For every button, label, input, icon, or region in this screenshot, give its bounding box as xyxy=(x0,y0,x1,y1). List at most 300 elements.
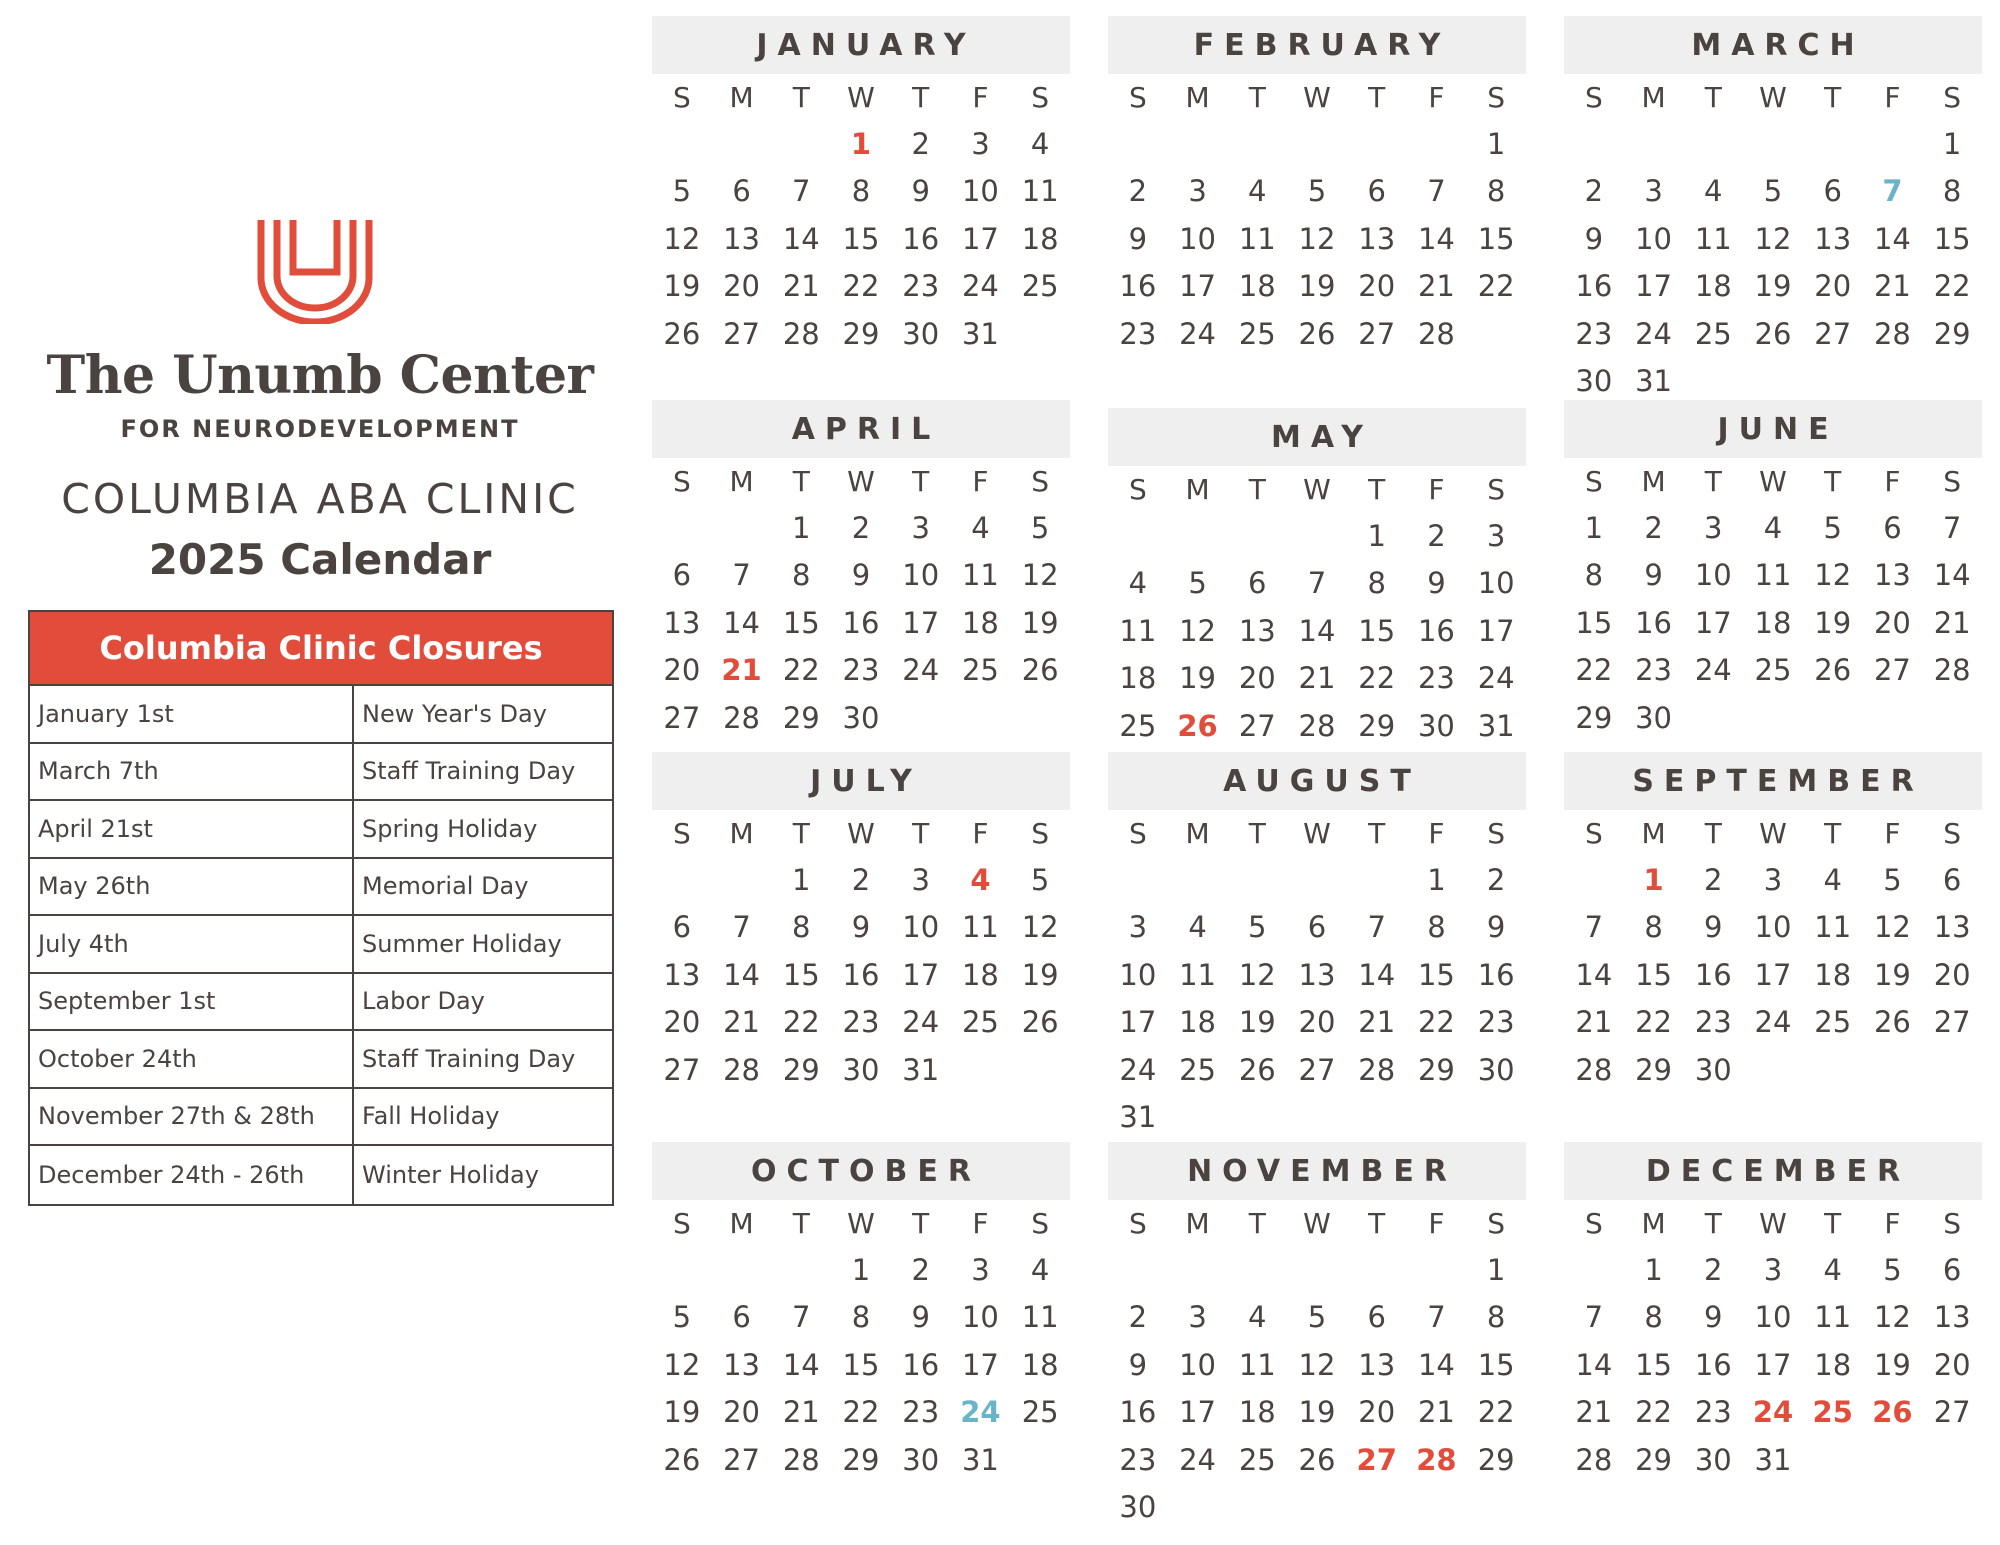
weekday-label: S xyxy=(1943,816,1962,850)
day-cell: 5 xyxy=(1307,1300,1327,1335)
day-cell: 18 xyxy=(961,605,999,640)
closure-name: New Year's Day xyxy=(362,699,547,728)
day-cell: 4 xyxy=(970,862,991,897)
day-cell: 5 xyxy=(1883,1252,1902,1287)
weekday-label: S xyxy=(1031,80,1050,114)
day-cell: 7 xyxy=(1882,174,1903,209)
day-cell: 22 xyxy=(782,653,820,688)
day-cell: 31 xyxy=(1477,708,1515,743)
day-cell: 8 xyxy=(1942,174,1962,209)
day-cell: 10 xyxy=(961,1300,999,1335)
day-cell: 15 xyxy=(1358,613,1396,648)
day-cell: 14 xyxy=(1575,957,1613,992)
day-cell: 17 xyxy=(902,605,940,640)
day-cell: 26 xyxy=(1238,1052,1276,1087)
day-cell: 27 xyxy=(1814,316,1852,351)
day-cell: 11 xyxy=(1179,957,1217,992)
empty-day xyxy=(652,504,712,552)
day-cell: 10 xyxy=(1179,221,1217,256)
day-cell: 3 xyxy=(1188,174,1207,209)
weekday-label: T xyxy=(792,816,810,850)
closure-name: Spring Holiday xyxy=(362,814,538,843)
day-cell: 26 xyxy=(1298,1442,1336,1477)
day-cell: 26 xyxy=(1021,653,1059,688)
day-cell: 19 xyxy=(663,269,701,304)
day-cell: 9 xyxy=(1704,910,1723,945)
day-cell: 9 xyxy=(1486,910,1506,945)
day-cell: 20 xyxy=(1298,1005,1336,1040)
empty-day xyxy=(1227,1246,1287,1294)
weekday-label: T xyxy=(1248,1206,1266,1240)
weekday-label: M xyxy=(1641,816,1666,850)
day-cell: 22 xyxy=(1575,653,1613,688)
day-cell: 1 xyxy=(1427,862,1446,897)
day-cell: 24 xyxy=(1179,1442,1217,1477)
day-cell: 25 xyxy=(1119,708,1157,743)
empty-day xyxy=(1624,120,1684,168)
weekday-label: W xyxy=(847,1206,875,1240)
day-cell: 22 xyxy=(1417,1005,1455,1040)
day-cell: 17 xyxy=(1119,1005,1157,1040)
day-cell: 11 xyxy=(961,558,999,593)
month-june xyxy=(1564,400,1982,742)
day-cell: 28 xyxy=(1575,1052,1613,1087)
day-cell: 1 xyxy=(792,510,811,545)
day-cell: 5 xyxy=(1030,510,1050,545)
empty-day xyxy=(1287,120,1347,168)
day-cell: 7 xyxy=(1427,1300,1446,1335)
day-cell: 13 xyxy=(1933,1300,1971,1335)
day-cell: 19 xyxy=(1754,269,1792,304)
month-name: AUGUST xyxy=(1108,752,1526,810)
day-cell: 14 xyxy=(1575,1347,1613,1382)
day-cell: 12 xyxy=(663,221,701,256)
empty-day xyxy=(712,856,772,904)
day-cell: 12 xyxy=(1298,1347,1336,1382)
day-cell: 11 xyxy=(1238,221,1276,256)
month-name: MARCH xyxy=(1564,16,1982,74)
day-cell: 16 xyxy=(842,957,880,992)
day-cell: 9 xyxy=(1584,221,1604,256)
day-cell: 14 xyxy=(1417,221,1455,256)
day-cell: 22 xyxy=(1358,661,1396,696)
day-cell: 8 xyxy=(792,558,811,593)
day-cell: 25 xyxy=(1238,316,1276,351)
day-cell: 6 xyxy=(1248,566,1267,601)
day-cell: 28 xyxy=(1575,1442,1613,1477)
day-cell: 21 xyxy=(1575,1395,1613,1430)
day-cell: 26 xyxy=(1754,316,1792,351)
day-cell: 10 xyxy=(902,910,940,945)
weekday-label: F xyxy=(1428,80,1445,114)
day-cell: 15 xyxy=(842,221,880,256)
day-cell: 6 xyxy=(732,174,751,209)
closure-row xyxy=(30,801,612,859)
day-cell: 31 xyxy=(1635,364,1673,399)
day-cell: 19 xyxy=(1298,1395,1336,1430)
empty-day xyxy=(1287,1246,1347,1294)
closure-date: April 21st xyxy=(30,801,354,857)
empty-day xyxy=(1743,120,1803,168)
day-cell: 27 xyxy=(1356,1442,1397,1477)
weekday-label: T xyxy=(912,464,930,498)
weekday-label: F xyxy=(1884,816,1901,850)
day-cell: 6 xyxy=(1823,174,1842,209)
closure-date: July 4th xyxy=(30,916,354,972)
day-cell: 18 xyxy=(961,957,999,992)
weekday-label: S xyxy=(1128,816,1147,850)
weekday-label: S xyxy=(1487,472,1506,506)
weekday-label: T xyxy=(1704,816,1722,850)
day-cell: 14 xyxy=(782,221,820,256)
day-cell: 7 xyxy=(792,1300,811,1335)
day-cell: 5 xyxy=(1307,174,1327,209)
day-cell: 14 xyxy=(1873,221,1911,256)
day-cell: 30 xyxy=(902,316,940,351)
day-cell: 27 xyxy=(1298,1052,1336,1087)
weekday-label: F xyxy=(972,816,989,850)
day-cell: 15 xyxy=(1933,221,1971,256)
day-cell: 2 xyxy=(851,862,871,897)
day-cell: 12 xyxy=(1873,1300,1911,1335)
day-cell: 1 xyxy=(851,1252,871,1287)
day-cell: 16 xyxy=(1417,613,1455,648)
day-cell: 26 xyxy=(1021,1005,1059,1040)
unumb-u-logo-icon xyxy=(255,220,375,324)
closure-row xyxy=(30,1031,612,1089)
day-cell: 3 xyxy=(1486,518,1506,553)
month-november xyxy=(1108,1142,1526,1531)
closure-name: Labor Day xyxy=(362,987,485,1016)
day-cell: 27 xyxy=(1238,708,1276,743)
day-cell: 13 xyxy=(1358,221,1396,256)
empty-day xyxy=(652,856,712,904)
day-cell: 23 xyxy=(1119,316,1157,351)
empty-day xyxy=(1407,1246,1467,1294)
day-cell: 28 xyxy=(1873,316,1911,351)
empty-day xyxy=(771,1246,831,1294)
weekday-label: T xyxy=(1248,80,1266,114)
day-cell: 21 xyxy=(1417,1395,1455,1430)
day-cell: 18 xyxy=(1021,1347,1059,1382)
day-cell: 17 xyxy=(1477,613,1515,648)
day-cell: 14 xyxy=(723,957,761,992)
weekday-label: T xyxy=(912,816,930,850)
day-cell: 6 xyxy=(732,1300,751,1335)
day-cell: 15 xyxy=(1635,957,1673,992)
day-cell: 1 xyxy=(850,126,872,161)
day-cell: 25 xyxy=(1021,1395,1059,1430)
closures-table xyxy=(28,610,614,1206)
day-cell: 5 xyxy=(1248,910,1267,945)
day-cell: 24 xyxy=(1694,653,1732,688)
weekday-label: M xyxy=(1641,80,1666,114)
day-cell: 16 xyxy=(842,605,880,640)
month-name: JULY xyxy=(652,752,1070,810)
month-october xyxy=(652,1142,1070,1484)
day-cell: 9 xyxy=(911,1300,930,1335)
closure-row xyxy=(30,859,612,917)
day-cell: 25 xyxy=(1238,1442,1276,1477)
day-cell: 4 xyxy=(1823,1252,1842,1287)
day-cell: 3 xyxy=(1704,510,1723,545)
day-cell: 23 xyxy=(1694,1395,1732,1430)
month-name: JUNE xyxy=(1564,400,1982,458)
day-cell: 22 xyxy=(782,1005,820,1040)
weekday-label: F xyxy=(972,464,989,498)
weekday-label: T xyxy=(1824,816,1842,850)
day-cell: 25 xyxy=(1812,1395,1853,1430)
day-cell: 1 xyxy=(1584,510,1604,545)
month-name: APRIL xyxy=(652,400,1070,458)
day-cell: 23 xyxy=(1477,1005,1515,1040)
day-cell: 21 xyxy=(1575,1005,1613,1040)
weekday-label: S xyxy=(1584,464,1603,498)
weekday-label: T xyxy=(1368,80,1386,114)
day-cell: 30 xyxy=(1477,1052,1515,1087)
day-cell: 18 xyxy=(1021,221,1059,256)
closure-date: March 7th xyxy=(30,744,354,800)
closures-table-title: Columbia Clinic Closures xyxy=(30,612,612,686)
weekday-label: W xyxy=(847,464,875,498)
day-cell: 13 xyxy=(1238,613,1276,648)
day-cell: 20 xyxy=(663,1005,701,1040)
day-cell: 27 xyxy=(1873,653,1911,688)
day-cell: 15 xyxy=(1417,957,1455,992)
closure-name: Memorial Day xyxy=(362,872,529,901)
day-cell: 25 xyxy=(961,653,999,688)
empty-day xyxy=(1564,856,1624,904)
day-cell: 2 xyxy=(1704,862,1723,897)
day-cell: 13 xyxy=(1814,221,1852,256)
month-name: FEBRUARY xyxy=(1108,16,1526,74)
weekday-label: S xyxy=(1487,80,1506,114)
day-cell: 21 xyxy=(1933,605,1971,640)
closure-row xyxy=(30,974,612,1032)
empty-day xyxy=(1227,856,1287,904)
day-cell: 4 xyxy=(1704,174,1723,209)
day-cell: 23 xyxy=(902,1395,940,1430)
day-cell: 6 xyxy=(1367,1300,1386,1335)
closure-row xyxy=(30,744,612,802)
day-cell: 19 xyxy=(1814,605,1852,640)
day-cell: 30 xyxy=(1417,708,1455,743)
weekday-label: F xyxy=(1428,472,1445,506)
day-cell: 24 xyxy=(902,1005,940,1040)
closure-date: November 27th & 28th xyxy=(30,1089,354,1145)
day-cell: 4 xyxy=(1128,566,1148,601)
weekday-label: M xyxy=(729,1206,754,1240)
day-cell: 4 xyxy=(1030,1252,1050,1287)
day-cell: 5 xyxy=(672,174,692,209)
day-cell: 29 xyxy=(1575,700,1613,735)
closure-name: Staff Training Day xyxy=(362,757,576,786)
closure-date: October 24th xyxy=(30,1031,354,1087)
day-cell: 12 xyxy=(1238,957,1276,992)
day-cell: 19 xyxy=(1021,957,1059,992)
day-cell: 7 xyxy=(1307,566,1327,601)
day-cell: 10 xyxy=(1477,566,1515,601)
day-cell: 17 xyxy=(1179,269,1217,304)
weekday-label: F xyxy=(972,80,989,114)
day-cell: 8 xyxy=(1644,910,1663,945)
weekday-label: T xyxy=(912,80,930,114)
day-cell: 17 xyxy=(1694,605,1732,640)
day-cell: 12 xyxy=(1021,558,1059,593)
day-cell: 8 xyxy=(1427,910,1446,945)
day-cell: 12 xyxy=(1298,221,1336,256)
day-cell: 13 xyxy=(1358,1347,1396,1382)
empty-day xyxy=(1863,120,1923,168)
day-cell: 20 xyxy=(663,653,701,688)
weekday-label: S xyxy=(1128,80,1147,114)
month-name: OCTOBER xyxy=(652,1142,1070,1200)
day-cell: 10 xyxy=(1119,957,1157,992)
day-cell: 20 xyxy=(723,1395,761,1430)
day-cell: 14 xyxy=(782,1347,820,1382)
weekday-label: S xyxy=(1031,816,1050,850)
day-cell: 29 xyxy=(1358,708,1396,743)
day-cell: 10 xyxy=(1754,1300,1792,1335)
day-cell: 23 xyxy=(1119,1442,1157,1477)
day-cell: 26 xyxy=(1873,1005,1911,1040)
weekday-label: W xyxy=(847,80,875,114)
day-cell: 9 xyxy=(851,558,871,593)
closure-name: Summer Holiday xyxy=(362,929,562,958)
day-cell: 30 xyxy=(1694,1442,1732,1477)
day-cell: 3 xyxy=(1763,862,1783,897)
day-cell: 18 xyxy=(1238,269,1276,304)
closure-name: Fall Holiday xyxy=(362,1102,500,1131)
day-cell: 14 xyxy=(1358,957,1396,992)
day-cell: 10 xyxy=(961,174,999,209)
day-cell: 8 xyxy=(1584,558,1604,593)
weekday-label: M xyxy=(1185,816,1210,850)
empty-day xyxy=(1168,1246,1228,1294)
weekday-label: F xyxy=(1884,80,1901,114)
weekday-label: W xyxy=(1759,464,1787,498)
day-cell: 13 xyxy=(723,221,761,256)
month-september xyxy=(1564,752,1982,1094)
day-cell: 9 xyxy=(911,174,930,209)
day-cell: 20 xyxy=(1873,605,1911,640)
day-cell: 11 xyxy=(1814,1300,1852,1335)
day-cell: 20 xyxy=(1358,1395,1396,1430)
day-cell: 2 xyxy=(1427,518,1446,553)
day-cell: 24 xyxy=(1752,1395,1794,1430)
day-cell: 21 xyxy=(1873,269,1911,304)
weekday-label: M xyxy=(1641,464,1666,498)
day-cell: 11 xyxy=(1694,221,1732,256)
weekday-label: M xyxy=(729,816,754,850)
day-cell: 31 xyxy=(1119,1100,1157,1135)
weekday-label: T xyxy=(792,80,810,114)
empty-day xyxy=(1347,120,1407,168)
day-cell: 21 xyxy=(721,653,762,688)
closure-date: December 24th - 26th xyxy=(30,1146,354,1204)
day-cell: 19 xyxy=(1238,1005,1276,1040)
day-cell: 25 xyxy=(1694,316,1732,351)
empty-day xyxy=(1168,856,1228,904)
day-cell: 24 xyxy=(960,1395,1001,1430)
weekday-label: W xyxy=(1759,1206,1787,1240)
day-cell: 4 xyxy=(971,510,990,545)
month-march xyxy=(1564,16,1982,405)
day-cell: 7 xyxy=(1584,910,1604,945)
weekday-label: S xyxy=(1943,464,1962,498)
weekday-label: T xyxy=(1704,80,1722,114)
day-cell: 2 xyxy=(911,126,930,161)
closure-date: May 26th xyxy=(30,859,354,915)
day-cell: 30 xyxy=(1694,1052,1732,1087)
day-cell: 30 xyxy=(842,700,880,735)
day-cell: 30 xyxy=(842,1052,880,1087)
day-cell: 6 xyxy=(672,558,692,593)
day-cell: 4 xyxy=(1188,910,1207,945)
day-cell: 12 xyxy=(1873,910,1911,945)
day-cell: 21 xyxy=(1298,661,1336,696)
day-cell: 27 xyxy=(723,316,761,351)
day-cell: 19 xyxy=(663,1395,701,1430)
day-cell: 11 xyxy=(961,910,999,945)
day-cell: 15 xyxy=(1575,605,1613,640)
day-cell: 16 xyxy=(1119,269,1157,304)
day-cell: 26 xyxy=(1298,316,1336,351)
day-cell: 17 xyxy=(961,221,999,256)
empty-day xyxy=(712,120,772,168)
day-cell: 11 xyxy=(1238,1347,1276,1382)
day-cell: 5 xyxy=(1883,862,1902,897)
day-cell: 19 xyxy=(1873,1347,1911,1382)
day-cell: 21 xyxy=(1417,269,1455,304)
day-cell: 21 xyxy=(1358,1005,1396,1040)
closure-row xyxy=(30,1089,612,1147)
day-cell: 22 xyxy=(1635,1395,1673,1430)
empty-day xyxy=(712,1246,772,1294)
day-cell: 15 xyxy=(1635,1347,1673,1382)
empty-day xyxy=(1108,512,1168,560)
day-cell: 6 xyxy=(1367,174,1386,209)
weekday-label: T xyxy=(1704,1206,1722,1240)
day-cell: 28 xyxy=(782,316,820,351)
day-cell: 26 xyxy=(663,1442,701,1477)
day-cell: 3 xyxy=(911,862,930,897)
empty-day xyxy=(1407,120,1467,168)
empty-day xyxy=(1683,120,1743,168)
day-cell: 26 xyxy=(1177,708,1218,743)
day-cell: 24 xyxy=(1754,1005,1792,1040)
weekday-label: M xyxy=(1185,472,1210,506)
empty-day xyxy=(1227,120,1287,168)
day-cell: 25 xyxy=(1179,1052,1217,1087)
weekday-label: S xyxy=(1128,472,1147,506)
day-cell: 23 xyxy=(902,269,940,304)
day-cell: 1 xyxy=(1644,1252,1663,1287)
closure-date: September 1st xyxy=(30,974,354,1030)
day-cell: 16 xyxy=(1635,605,1673,640)
closure-row xyxy=(30,1146,612,1204)
weekday-label: F xyxy=(1884,464,1901,498)
day-cell: 7 xyxy=(792,174,811,209)
day-cell: 16 xyxy=(1575,269,1613,304)
day-cell: 18 xyxy=(1694,269,1732,304)
day-cell: 4 xyxy=(1763,510,1783,545)
weekday-label: T xyxy=(1368,472,1386,506)
day-cell: 3 xyxy=(971,126,990,161)
day-cell: 16 xyxy=(902,1347,940,1382)
day-cell: 12 xyxy=(1179,613,1217,648)
day-cell: 9 xyxy=(1427,566,1446,601)
